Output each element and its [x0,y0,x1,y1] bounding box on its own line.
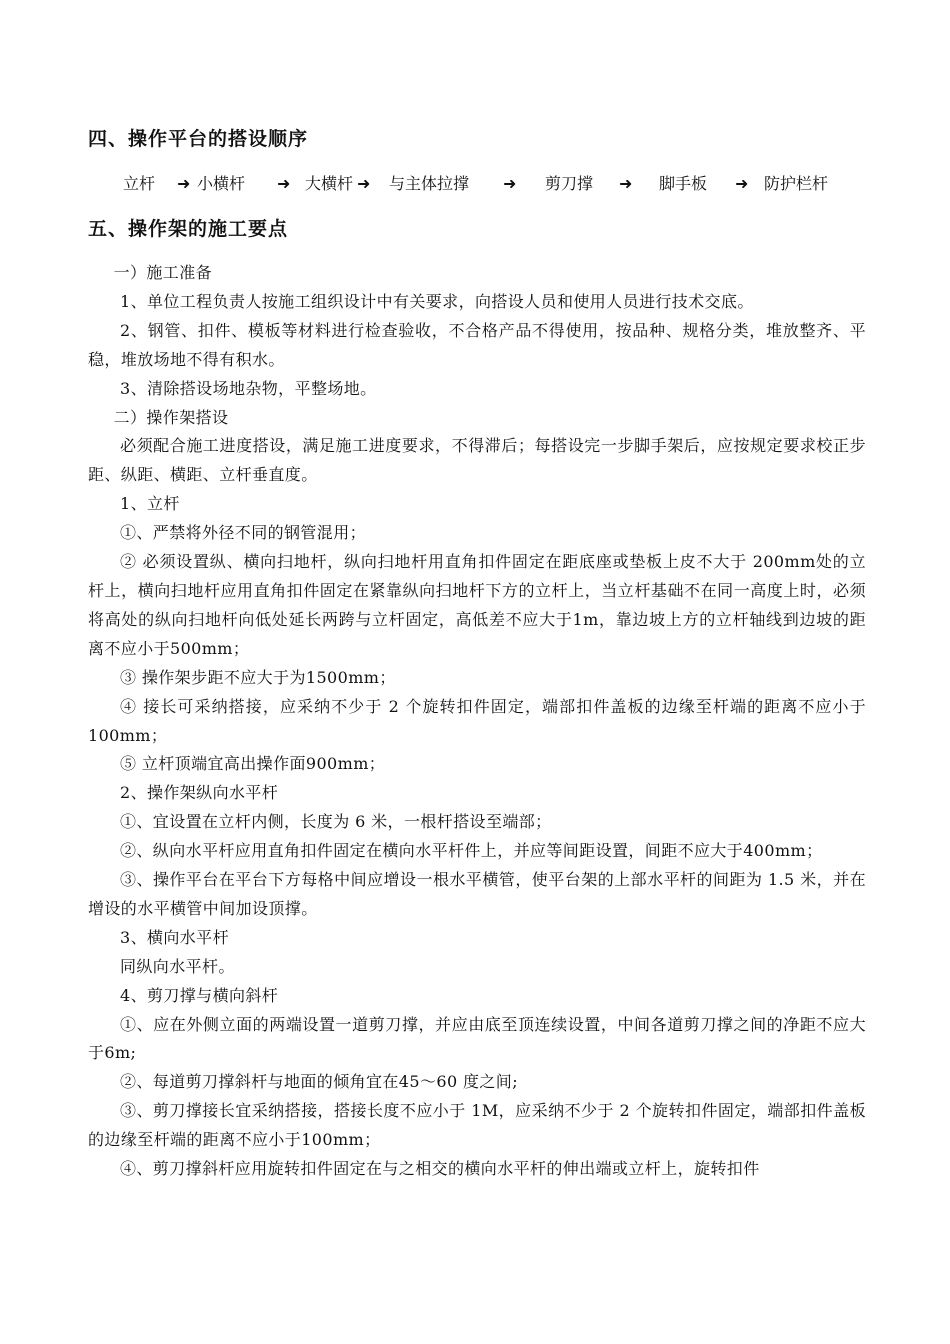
section-4-heading: 四、操作平台的搭设顺序 [88,128,309,150]
paragraph: ①、宜设置在立杆内侧，长度为 6 米，一根杆搭设至端部； [120,812,552,832]
item-heading: 4、剪刀撑与横向斜杆 [120,985,279,1005]
paragraph: 2、钢管、扣件、模板等材料进行检查验收，不合格产品不得使用，按品种、规格分类，堆放整齐、平稳，堆放场地不得有积水。 [88,320,866,369]
paragraph: ④ 接长可采纳搭接，应采纳不少于 2 个旋转扣件固定，端部扣件盖板的边缘至杆端的距离不应小于100mm； [88,696,866,745]
paragraph: 3、清除搭设场地杂物，平整场地。 [120,378,377,398]
step-scissor-brace: 剪刀撑 [545,174,594,193]
arrow-icon: ➜ [503,174,517,193]
arrow-icon: ➜ [357,174,371,193]
paragraph: ④、剪刀撑斜杆应用旋转扣件固定在与之相交的横向水平杆的伸出端或立杆上，旋转扣件 [120,1159,760,1179]
arrow-icon: ➜ [177,174,191,193]
arrow-icon: ➜ [619,174,633,193]
paragraph: 必须配合施工进度搭设，满足施工进度要求，不得滞后；每搭设完一步脚手架后，应按规定要求校正步距、纵距、横距、立杆垂直度。 [88,436,866,485]
paragraph: ② 必须设置纵、横向扫地杆，纵向扫地杆用直角扣件固定在距底座或垫板上皮不大于 200mm处的立杆上，横向扫地杆应用直角扣件固定在紧靠纵向扫地杆下方的立杆上，当立杆基础不在同一高度上时，必须将高处的纵向扫地杆向低处延长两跨与立杆固定，高低差不应大于1m，靠边坡上方的立杆轴线到边坡的距离不应小于500mm； [88,552,866,658]
paragraph: ①、应在外侧立面的两端设置一道剪刀撑，并应由底至顶连续设置，中间各道剪刀撑之间的净距不应大于6m; [88,1014,866,1063]
step-tie-to-structure: 与主体拉撑 [389,174,470,193]
item-heading: 1、立杆 [120,494,180,514]
arrow-icon: ➜ [277,174,291,193]
step-vertical-pole: 立杆 [123,174,156,193]
item-heading: 2、操作架纵向水平杆 [120,783,279,803]
step-scaffold-board: 脚手板 [659,174,708,193]
paragraph: 1、单位工程负责人按施工组织设计中有关要求，向搭设人员和使用人员进行技术交底。 [120,291,754,311]
paragraph: ③、剪刀撑接长宜采纳搭接，搭接长度不应小于 1M，应采纳不少于 2 个旋转扣件固定，端部扣件盖板的边缘至杆端的距离不应小于100mm； [88,1101,866,1150]
paragraph: ②、每道剪刀撑斜杆与地面的倾角宜在45～60 度之间; [120,1072,518,1092]
paragraph: ①、严禁将外径不同的钢管混用； [120,523,367,543]
step-large-crossbar: 大横杆 [305,174,354,193]
section-5-heading: 五、操作架的施工要点 [88,218,289,240]
paragraph: ③ 操作架步距不应大于为1500mm； [120,667,396,687]
paragraph: ②、纵向水平杆应用直角扣件固定在横向水平杆件上，并应等间距设置，间距不应大于400mm； [120,841,823,861]
item-heading: 3、横向水平杆 [120,927,229,947]
step-guardrail: 防护栏杆 [764,174,829,193]
paragraph: 同纵向水平杆。 [120,956,235,976]
subheading-erection: 二）操作架搭设 [113,407,229,427]
step-small-crossbar: 小横杆 [197,174,246,193]
paragraph: ③、操作平台在平台下方每格中间应增设一根水平横管，使平台架的上部水平杆的间距为 1.5 米，并在增设的水平横管中间加设顶撑。 [88,870,866,918]
paragraph: ⑤ 立杆顶端宜高出操作面900mm； [120,754,386,774]
section-5-body [88,259,866,1184]
subheading-preparation: 一）施工准备 [113,263,212,282]
arrow-icon: ➜ [735,174,749,193]
